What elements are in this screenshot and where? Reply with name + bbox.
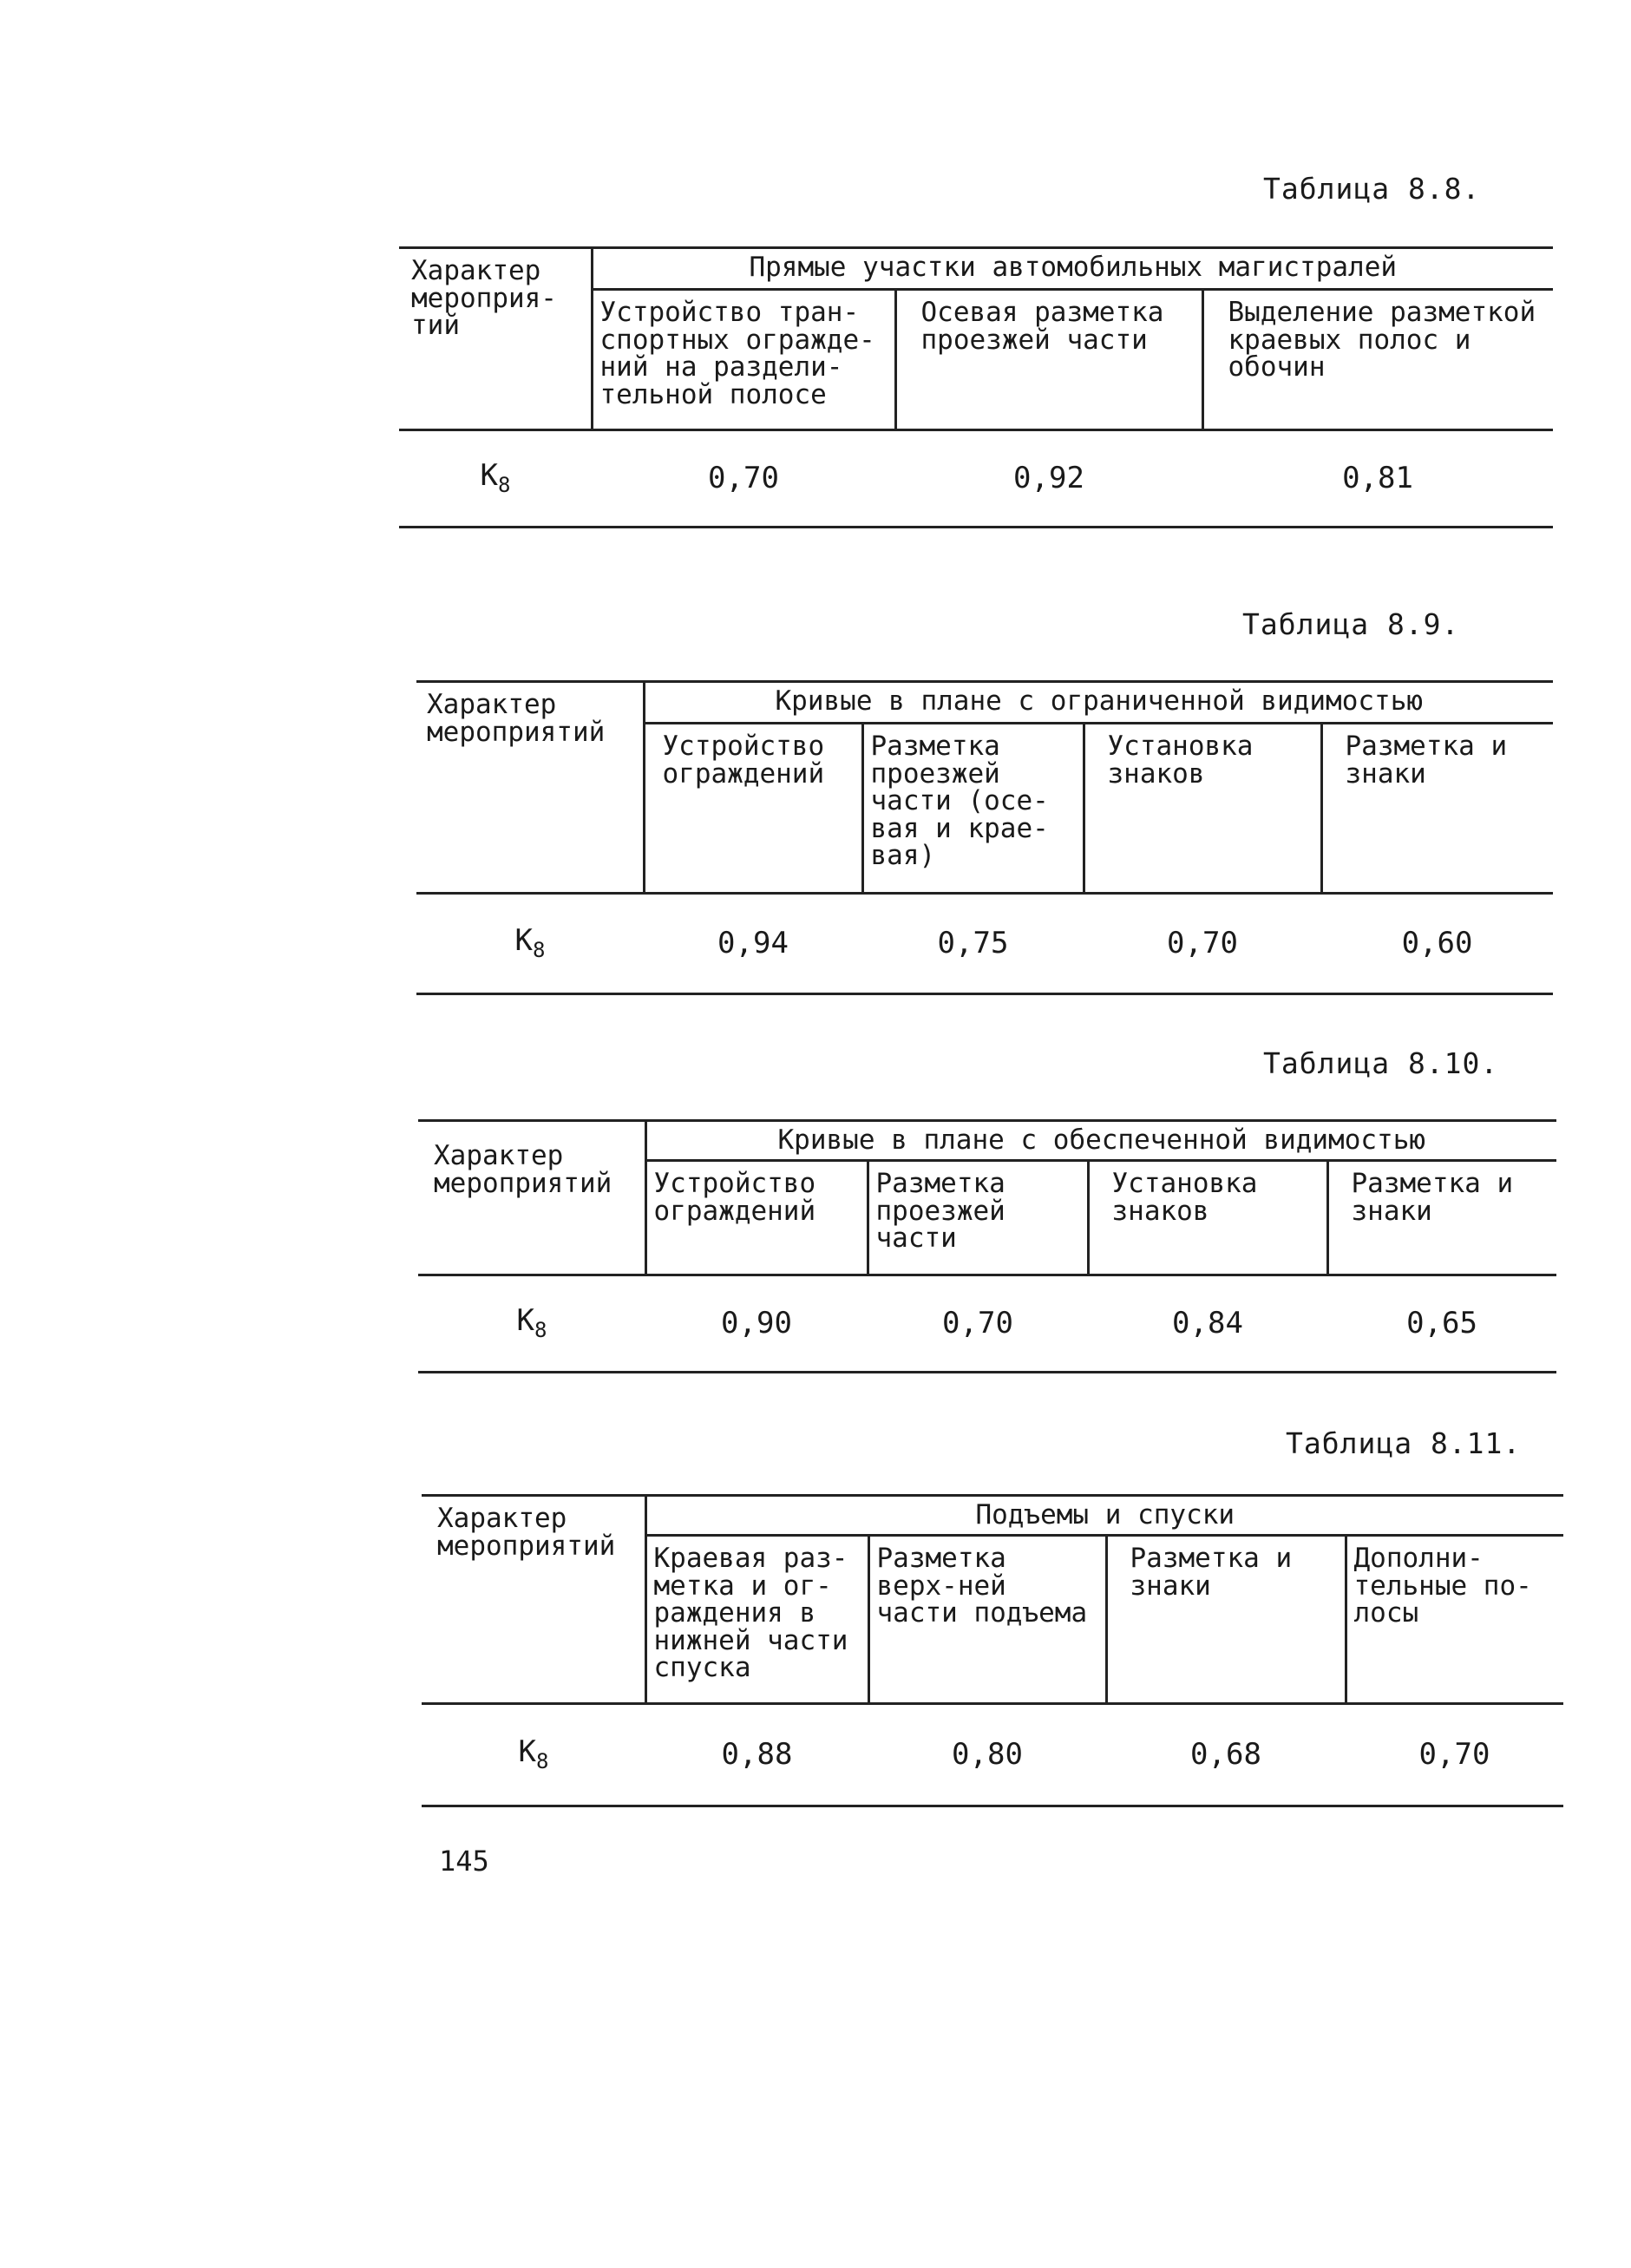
value-cell: 0,80 xyxy=(868,1704,1106,1806)
value-cell: 0,70 xyxy=(1084,894,1321,994)
table-8-11 xyxy=(422,1494,1563,1807)
group-header: Кривые в плане с ограниченной видимостью xyxy=(644,682,1553,724)
column-header: Разметка и знаки xyxy=(1321,724,1553,894)
value-cell: 0,70 xyxy=(1346,1704,1563,1806)
table-8-11-caption: Таблица 8.11. xyxy=(1286,1426,1522,1460)
column-header: Устройство ограждений xyxy=(644,724,862,894)
column-header: Установка знаков xyxy=(1084,724,1321,894)
value-cell: 0,81 xyxy=(1202,430,1553,528)
value-cell: 0,84 xyxy=(1088,1275,1327,1373)
table-8-8 xyxy=(399,246,1553,528)
value-cell: 0,94 xyxy=(644,894,862,994)
table-8-9 xyxy=(416,680,1553,995)
value-cell: 0,65 xyxy=(1327,1275,1556,1373)
column-header: Устройство тран-спортных огражде-ний на раздели-тельной полосе xyxy=(592,290,895,430)
row-header: Характер мероприятий xyxy=(422,1496,645,1704)
column-header: Разметка проезжей части (осе-вая и крае-вая) xyxy=(862,724,1084,894)
row-label: $K_8$ xyxy=(416,894,644,994)
group-header: Кривые в плане с обеспеченной видимостью xyxy=(645,1121,1556,1161)
value-cell: 0,70 xyxy=(592,430,895,528)
group-header: Прямые участки автомобильных магистралей xyxy=(592,248,1553,290)
row-label: $K_8$ xyxy=(399,430,592,528)
value-cell: 0,70 xyxy=(868,1275,1088,1373)
table-8-10-caption: Таблица 8.10. xyxy=(1263,1046,1499,1080)
value-cell: 0,88 xyxy=(645,1704,868,1806)
column-header: Дополни-тельные по-лосы xyxy=(1346,1536,1563,1704)
row-header: Характер мероприятий xyxy=(416,682,644,894)
table-8-9-caption: Таблица 8.9. xyxy=(1242,607,1460,641)
page-number: 145 xyxy=(439,1845,489,1878)
table-8-8-caption: Таблица 8.8. xyxy=(1263,172,1481,206)
value-cell: 0,75 xyxy=(862,894,1084,994)
column-header: Краевая раз-метка и ог-раждения в нижней части спуска xyxy=(645,1536,868,1704)
column-header: Установка знаков xyxy=(1088,1161,1327,1275)
column-header: Разметка проезжей части xyxy=(868,1161,1088,1275)
row-label: $K_8$ xyxy=(418,1275,645,1373)
value-cell: 0,92 xyxy=(895,430,1202,528)
column-header: Осевая разметка проезжей части xyxy=(895,290,1202,430)
column-header: Разметка верх-ней части подъема xyxy=(868,1536,1106,1704)
row-header: Характер мероприя-тий xyxy=(399,248,592,430)
column-header: Разметка и знаки xyxy=(1327,1161,1556,1275)
column-header: Выделение разметкой краевых полос и обочин xyxy=(1202,290,1553,430)
group-header: Подъемы и спуски xyxy=(645,1496,1563,1536)
row-label: $K_8$ xyxy=(422,1704,645,1806)
table-8-10 xyxy=(418,1119,1556,1373)
row-header: Характер мероприятий xyxy=(418,1121,645,1275)
value-cell: 0,60 xyxy=(1321,894,1553,994)
value-cell: 0,68 xyxy=(1106,1704,1346,1806)
column-header: Устройство ограждений xyxy=(645,1161,868,1275)
value-cell: 0,90 xyxy=(645,1275,868,1373)
column-header: Разметка и знаки xyxy=(1106,1536,1346,1704)
